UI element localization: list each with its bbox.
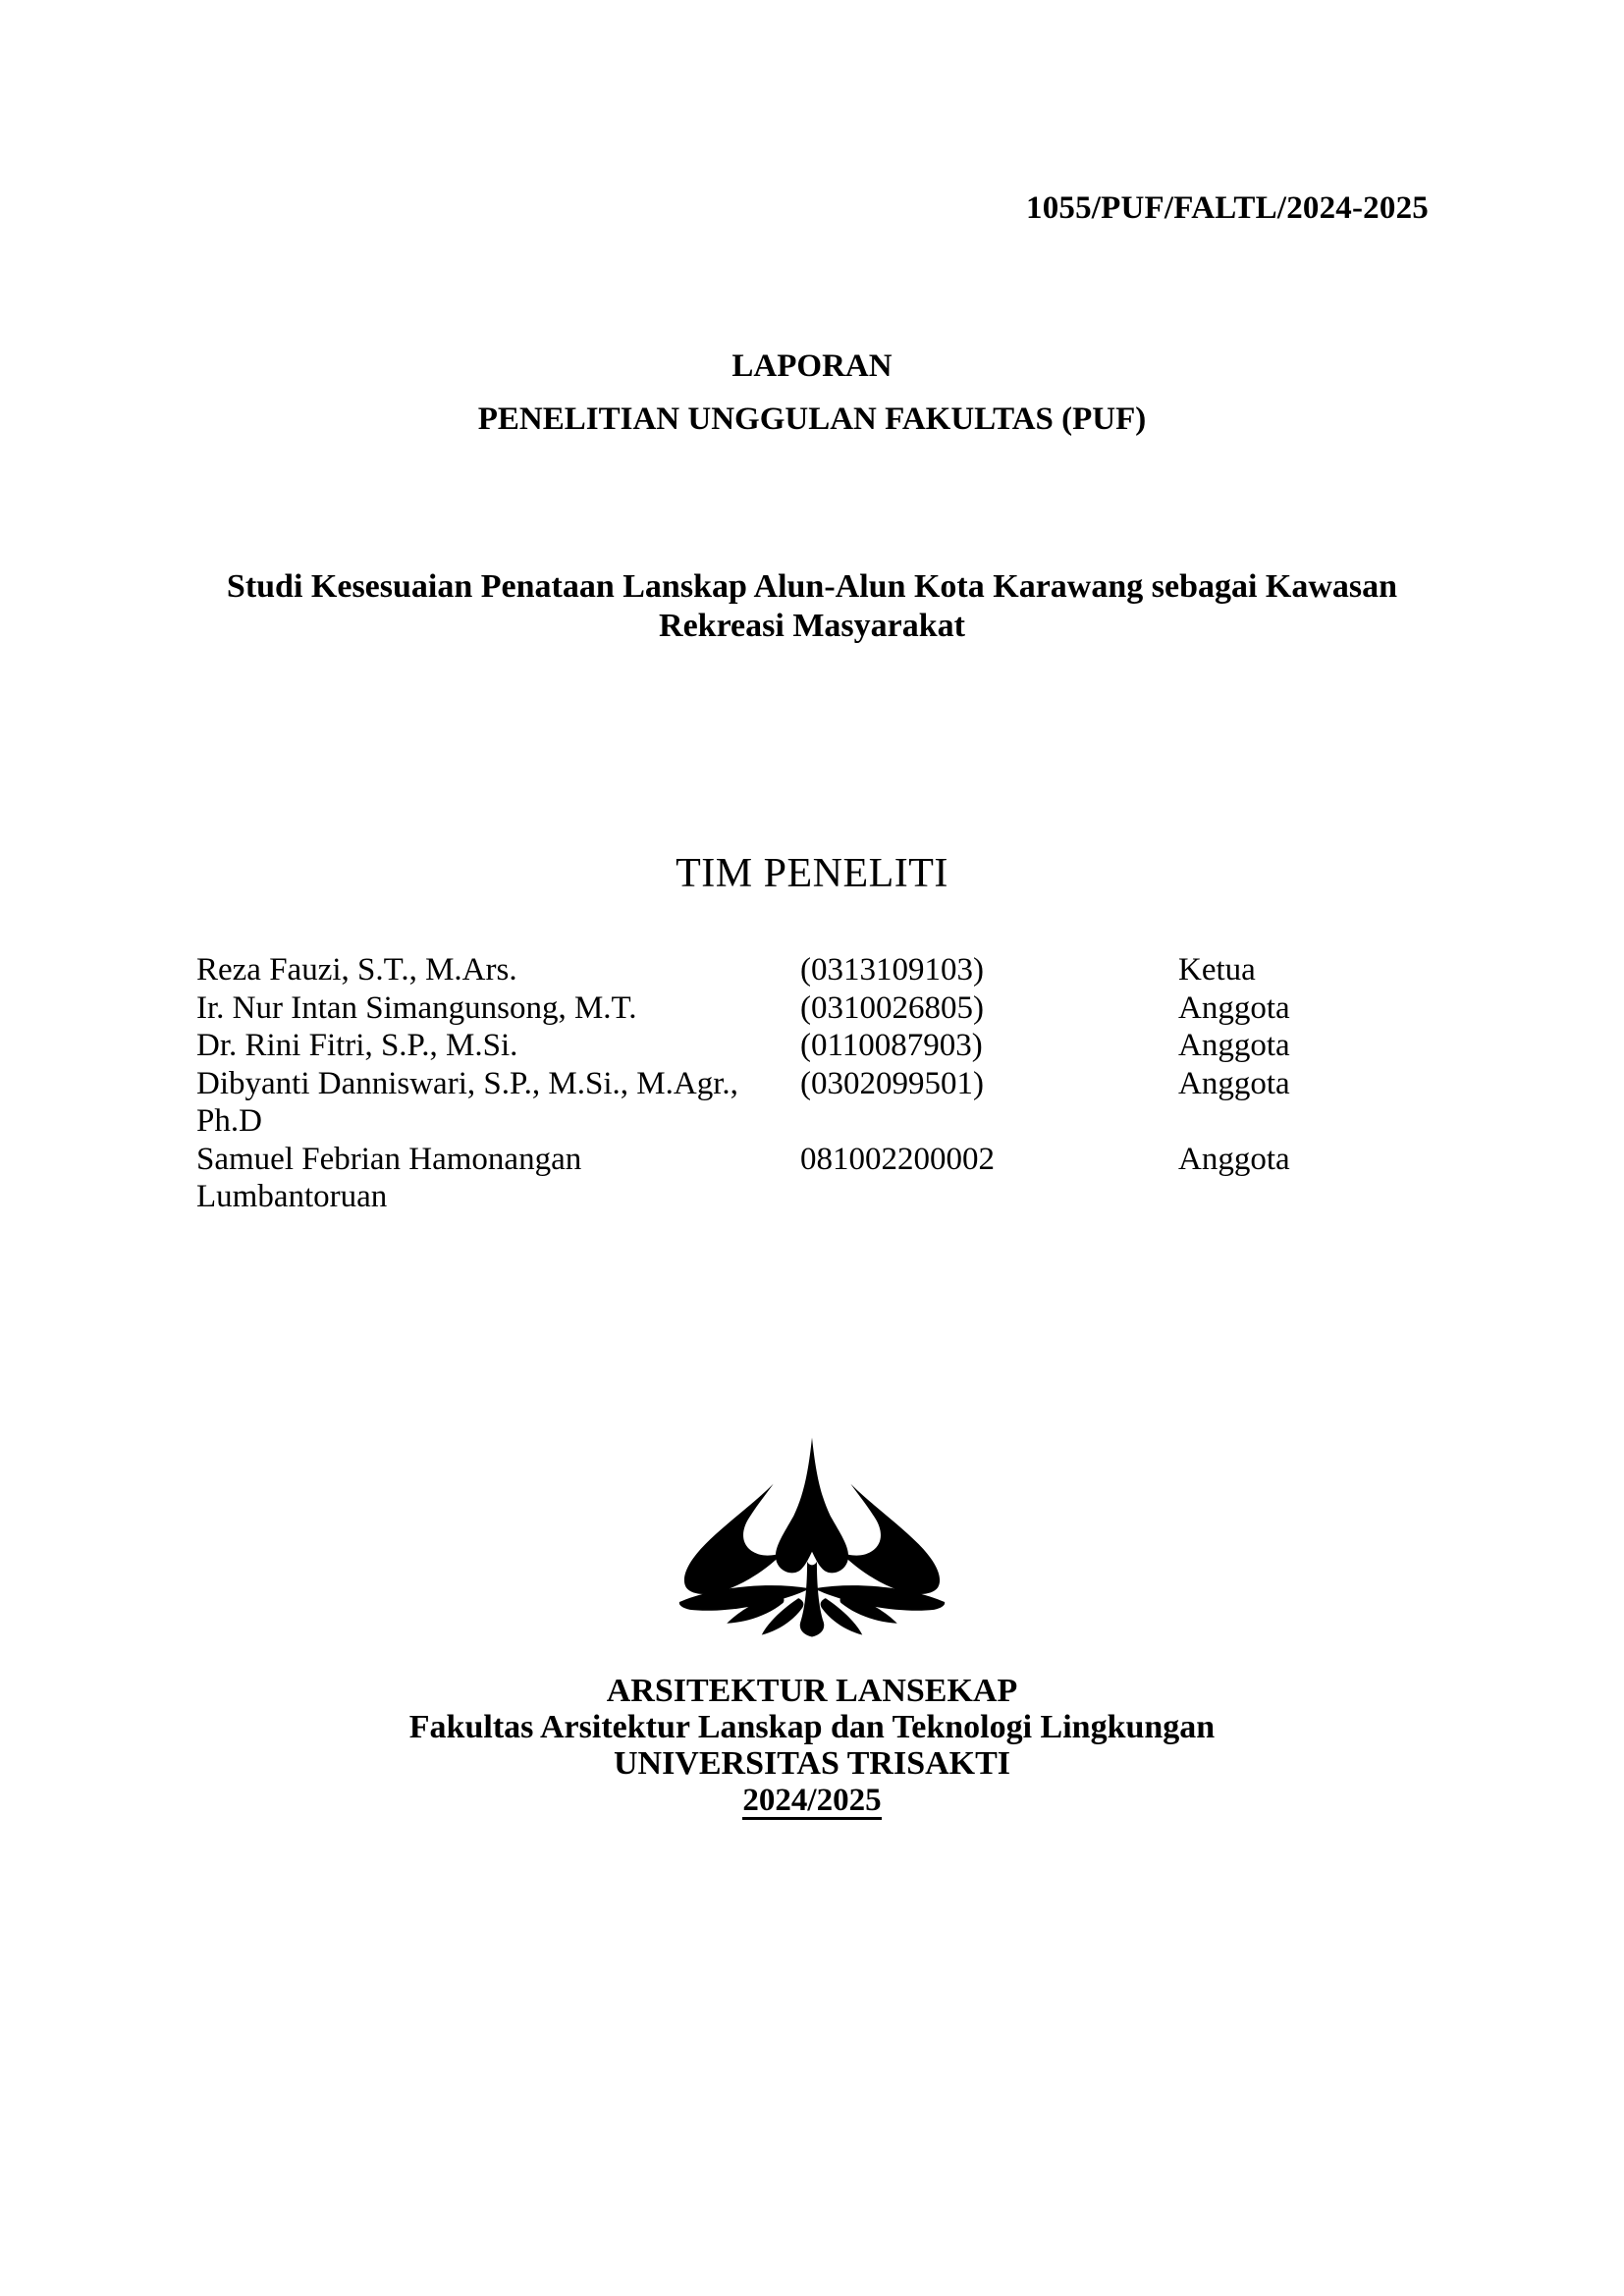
academic-year-row xyxy=(0,1782,1624,1820)
member-name: Ph.D xyxy=(196,1103,262,1139)
team-row xyxy=(196,989,1434,1028)
document-number: 1055/PUF/FALTL/2024-2025 xyxy=(1026,190,1429,226)
member-role: Ketua xyxy=(1178,952,1256,988)
member-id xyxy=(800,1178,1178,1216)
team-table xyxy=(196,951,1434,1216)
member-role: Anggota xyxy=(1178,1065,1290,1101)
member-id: (0302099501) xyxy=(800,1065,984,1101)
member-role xyxy=(1178,1178,1434,1216)
member-id: (0310026805) xyxy=(800,989,984,1026)
academic-year: 2024/2025 xyxy=(742,1783,882,1818)
member-id: 081002200002 xyxy=(800,1141,995,1177)
research-title-line-2: Rekreasi Masyarakat xyxy=(659,608,965,644)
member-name: Ir. Nur Intan Simangunsong, M.T. xyxy=(196,989,637,1026)
team-section-heading: TIM PENELITI xyxy=(676,851,948,896)
member-name: Samuel Febrian Hamonangan xyxy=(196,1141,582,1177)
program-name-heading: PENELITIAN UNGGULAN FAKULTAS (PUF) xyxy=(477,401,1147,437)
institution-footer xyxy=(0,1673,1624,1820)
report-type-heading: LAPORAN xyxy=(731,348,893,384)
member-id xyxy=(800,1102,1178,1141)
member-name: Dibyanti Danniswari, S.P., M.Si., M.Agr., xyxy=(196,1065,738,1101)
team-row xyxy=(196,1065,1434,1103)
member-id: (0313109103) xyxy=(800,952,984,988)
research-title xyxy=(0,567,1624,646)
member-name: Dr. Rini Fitri, S.P., M.Si. xyxy=(196,1028,518,1063)
member-role xyxy=(1178,1102,1434,1141)
department-name: ARSITEKTUR LANSEKAP xyxy=(606,1673,1018,1709)
trisakti-trident-logo-icon xyxy=(677,1435,947,1639)
faculty-name: Fakultas Arsitektur Lanskap dan Teknologi Lingkungan xyxy=(408,1709,1216,1745)
university-name: UNIVERSITAS TRISAKTI xyxy=(613,1745,1011,1782)
member-name: Lumbantoruan xyxy=(196,1179,388,1214)
team-row xyxy=(196,1178,1434,1216)
team-row xyxy=(196,1027,1434,1065)
team-row xyxy=(196,1102,1434,1141)
member-role: Anggota xyxy=(1178,1028,1290,1063)
member-role: Anggota xyxy=(1178,989,1290,1026)
member-name: Reza Fauzi, S.T., M.Ars. xyxy=(196,952,517,988)
research-title-line-1: Studi Kesesuaian Penataan Lanskap Alun-Alun Kota Karawang sebagai Kawasan xyxy=(226,568,1398,605)
team-row xyxy=(196,951,1434,989)
member-id: (0110087903) xyxy=(800,1028,983,1063)
member-role: Anggota xyxy=(1178,1141,1290,1177)
team-row xyxy=(196,1141,1434,1179)
